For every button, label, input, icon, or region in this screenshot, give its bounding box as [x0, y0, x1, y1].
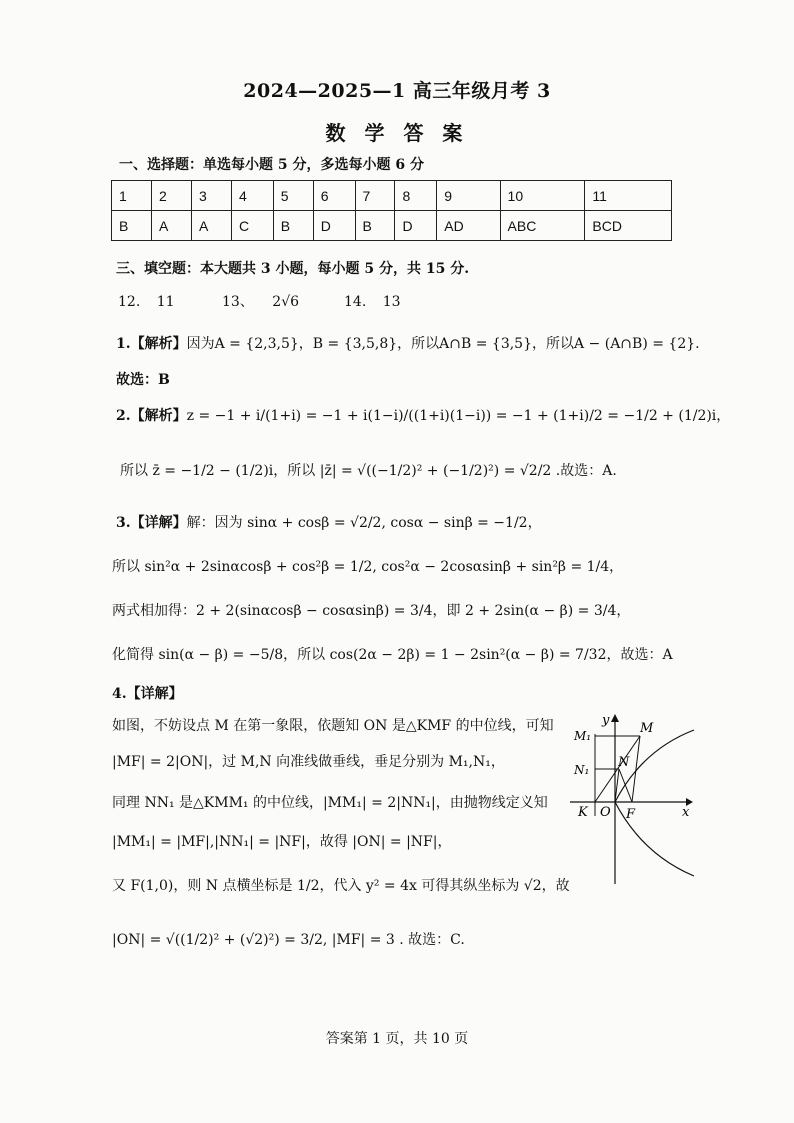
fill-answer: 13	[382, 294, 401, 310]
table-cell: B	[355, 211, 395, 241]
exam-title: 2024—2025—1 高三年级月考 3	[243, 80, 551, 102]
q1-choice: 故选：B	[116, 372, 170, 388]
fill-answer: 11	[156, 294, 175, 310]
table-cell: B	[112, 211, 152, 241]
q4-line1: 如图，不妨设点 M 在第一象限，依题知 ON 是△KMF 的中位线，可知	[112, 718, 554, 734]
q3-line3: 两式相加得：2 + 2(sinαcosβ − cosαsinβ) = 3/4，即 2 + 2sin(α − β) = 3/4，	[112, 603, 631, 619]
label-m1: M₁	[574, 729, 592, 743]
table-cell: 2	[151, 181, 191, 211]
q4-line3: 同理 NN₁ 是△KMM₁ 的中位线，|MM₁| = 2|NN₁|，由抛物线定义知	[112, 795, 548, 811]
table-row-answers	[112, 211, 672, 241]
table-cell: 8	[395, 181, 437, 211]
parabola-curve	[615, 730, 694, 876]
table-cell: 1	[112, 181, 152, 211]
fill-number: 12.	[118, 294, 141, 310]
table-cell: BCD	[585, 211, 672, 241]
q2-line1	[116, 406, 730, 426]
q2-label: 2.【解析】	[116, 408, 187, 424]
label-f: F	[626, 807, 636, 822]
table-row-numbers	[112, 181, 672, 211]
fill-number: 14.	[344, 294, 367, 310]
table-cell: D	[313, 211, 355, 241]
y-axis-arrow	[611, 714, 619, 722]
table-cell: ABC	[500, 211, 585, 241]
fill-14	[344, 292, 401, 312]
label-y: y	[602, 713, 610, 728]
fill-number: 13、	[222, 294, 254, 310]
label-k: K	[578, 805, 588, 820]
table-cell: 4	[231, 181, 273, 211]
table-cell: D	[395, 211, 437, 241]
table-cell: 9	[437, 181, 500, 211]
label-n1: N₁	[574, 763, 590, 777]
section3-heading: 三、填空题：本大题共 3 小题，每小题 5 分，共 15 分.	[116, 261, 470, 277]
table-cell: A	[191, 211, 231, 241]
q1-text: 因为A = {2,3,5}，B = {3,5,8}，所以A∩B = {3,5}，所以A − (A∩B) = {2}.	[186, 336, 700, 352]
page-footer: 答案第 1 页，共 10 页	[325, 1031, 469, 1047]
fill-12	[118, 292, 175, 312]
answer-subtitle: 数 学 答 案	[325, 121, 469, 145]
label-m: M	[640, 721, 654, 736]
q3-line2: 所以 sin²α + 2sinαcosβ + cos²β = 1/2, cos²α − 2cosαsinβ + sin²β = 1/4，	[112, 559, 624, 575]
fill-answer: 2√6	[272, 294, 300, 310]
line-nf	[619, 769, 632, 802]
parabola-figure	[562, 708, 698, 888]
table-cell: 3	[191, 181, 231, 211]
q3-label: 3.【详解】	[116, 515, 187, 531]
label-n: N	[618, 755, 630, 770]
label-x: x	[682, 805, 690, 820]
table-cell: 11	[585, 181, 672, 211]
q4-line2: |MF| = 2|ON|，过 M,N 向准线做垂线，垂足分别为 M₁,N₁，	[112, 754, 505, 770]
table-cell: 10	[500, 181, 585, 211]
q2-text1: z = −1 + i/(1+i) = −1 + i(1−i)/((1+i)(1−i)) = −1 + (1+i)/2 = −1/2 + (1/2)i，	[186, 408, 731, 424]
section1-heading: 一、选择题：单选每小题 5 分，多选每小题 6 分	[119, 157, 424, 173]
q1-line	[116, 334, 700, 354]
table-cell: 6	[313, 181, 355, 211]
q3-line4: 化简得 sin(α − β) = −5/8，所以 cos(2α − 2β) = 1 − 2sin²(α − β) = 7/32，故选：A	[112, 647, 673, 663]
q4-line5: 又 F(1,0)，则 N 点横坐标是 1/2，代入 y² = 4x 可得其纵坐标为 √2，故	[112, 878, 570, 894]
table-cell: A	[151, 211, 191, 241]
table-cell: B	[273, 211, 313, 241]
q4-label: 4.【详解】	[112, 686, 183, 702]
q1-label: 1.【解析】	[116, 336, 187, 352]
answer-table	[111, 180, 672, 241]
q3-line1	[116, 513, 542, 533]
q4-line4: |MM₁| = |MF|,|NN₁| = |NF|，故得 |ON| = |NF|，	[112, 834, 452, 850]
q3-text1: 解：因为 sinα + cosβ = √2/2, cosα − sinβ = −1/2，	[186, 515, 542, 531]
table-cell: C	[231, 211, 273, 241]
table-cell: 7	[355, 181, 395, 211]
label-o: O	[600, 805, 611, 820]
q4-line6: |ON| = √((1/2)² + (√2)²) = 3/2, |MF| = 3 . 故选：C.	[112, 932, 465, 948]
table-cell: 5	[273, 181, 313, 211]
table-cell: AD	[437, 211, 500, 241]
q2-line2: 所以 z̄ = −1/2 − (1/2)i，所以 |z̄| = √((−1/2)² + (−1/2)²) = √2/2 .故选：A.	[120, 463, 617, 479]
fill-13	[222, 292, 299, 312]
